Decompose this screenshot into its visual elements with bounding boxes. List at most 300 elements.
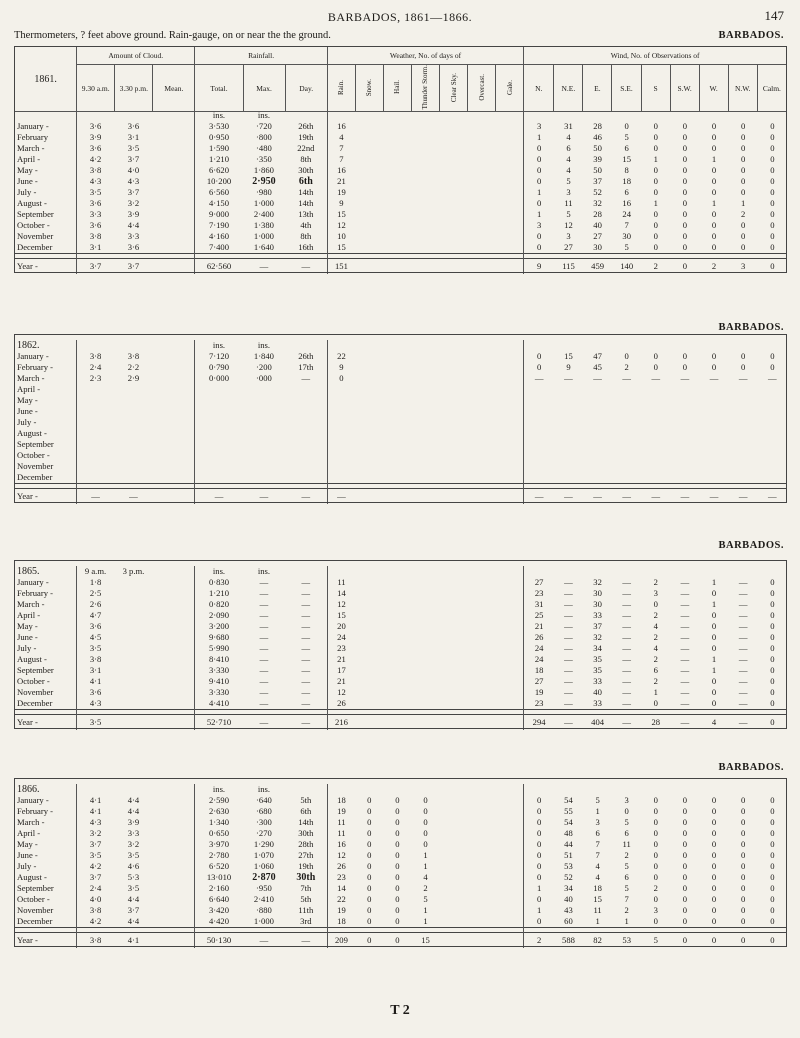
table-cell: 1·000 [253,231,274,241]
table-cell: 0 [524,806,554,817]
month-label: Year - [14,715,76,731]
table-cell: 20 [327,621,355,632]
table-cell: 30 [593,588,602,598]
table-cell: — [301,599,311,609]
table-cell: 0 [711,905,717,915]
table-cell: 34 [564,883,573,893]
table-cell: 32 [593,577,602,587]
table-cell: 0 [395,883,400,893]
table-cell: 0 [770,795,775,805]
month-label: February - [17,588,54,598]
table-cell: — [259,632,269,642]
table-cell: 19 [327,905,355,916]
table-cell: 0 [740,220,746,230]
table-cell: 0 [423,817,428,827]
month-label: January - [17,795,49,805]
table-cell: 30 [593,599,602,609]
weather-group-heading: Weather, No. of days of [327,47,524,65]
table-cell: 1 [624,916,629,926]
table-cell: 40 [593,220,602,230]
table-cell: 48 [564,828,573,838]
table-frame [14,334,787,503]
table-cell: 0 [682,351,688,361]
table-cell: 0 [653,231,658,241]
table-cell: — [622,698,631,708]
table-cell: 1·210 [195,588,243,599]
table-cell: 0 [711,916,717,926]
month-label: March - [17,373,45,383]
table-cell: 1·860 [253,165,274,175]
table-cell: — [301,654,311,664]
unit-label: ins. [257,110,271,120]
table-cell: — [301,577,311,587]
table-cell: 0 [682,143,688,153]
table-cell: 0 [524,154,554,165]
table-cell: — [243,715,285,731]
table-cell: 4·0 [76,894,114,905]
table-cell: 24 [524,643,554,654]
month-label: August - [17,198,47,208]
table-cell: 0 [758,715,787,731]
table-cell: 0 [653,828,658,838]
table-cell: — [622,665,631,675]
table-cell: 0 [624,121,629,131]
table-cell: 2·5 [76,588,114,599]
table-cell: 0 [682,795,688,805]
table-cell: 0 [711,231,717,241]
month-label: May - [17,395,38,405]
table-cell: 32 [593,632,602,642]
table-cell: 0 [770,588,775,598]
table-cell: 0 [624,351,629,361]
table-cell: 0 [524,143,554,154]
table-cell: 0 [653,143,658,153]
table-cell: 0 [740,242,746,252]
table-cell: 404 [583,715,612,731]
table-cell: 24 [327,632,355,643]
table-cell: 0 [524,817,554,828]
table-cell: — [301,698,311,708]
table-cell: 0 [770,198,775,208]
table-cell: 5 [423,894,428,904]
table-cell: 0 [740,362,746,372]
table-cell: 3·7 [76,259,114,275]
month-label: March - [17,599,45,609]
table-cell: 5th [300,894,312,904]
table-cell: 0 [740,351,746,361]
table-cell: 0 [770,154,775,164]
table-cell: 30th [296,872,316,883]
table-cell: 0 [682,220,688,230]
table-cell: 3·1 [127,132,140,142]
table-cell: 27 [524,577,554,588]
table-cell: 3·420 [195,905,243,916]
table-cell: 2·870 [252,872,276,883]
subtitle-row [0,30,800,44]
table-cell: ·950 [256,883,272,893]
table-cell: 15 [327,242,355,254]
table-cell: 0 [770,132,775,142]
table-cell: 11 [622,839,631,849]
table-cell: 0 [682,187,688,197]
table-cell: 15 [564,351,573,361]
table-cell: — [301,588,311,598]
table-cell: 34 [593,643,602,653]
table-cell: 3·5 [76,187,114,198]
table-cell: — [76,489,114,505]
table-cell: 3·5 [127,883,140,893]
table-cell: 7 [595,839,600,849]
col-weather-thunder: Thunder Storm. [411,65,439,112]
table-cell: 0·790 [195,362,243,373]
table-cell: 0 [653,209,658,219]
table-cell: 0 [770,351,775,361]
table-cell: — [524,489,554,505]
table-cell: 31 [524,599,554,610]
col-cloud-pm: 3.30 p.m. [115,65,153,112]
month-label: October - [17,894,50,904]
table-cell: 1 [653,154,658,164]
table-cell: 4·7 [76,610,114,621]
table-cell: 0 [770,654,775,664]
table-cell: 52 [564,872,573,882]
table-cell: 1 [423,905,428,915]
table-cell: 0 [711,209,717,219]
unit-label: ins. [257,566,271,576]
table-cell: 0 [711,143,717,153]
section-label-1865: BARBADOS. [718,540,784,551]
table-cell: — [738,676,748,686]
table-cell: 2 [740,209,746,219]
table-cell: 0 [740,795,746,805]
table-cell: 7 [595,850,600,860]
table-cell: 24 [622,209,631,219]
table-cell: ·480 [256,143,272,153]
table-cell: 0 [770,362,775,372]
table-cell: 7 [624,220,629,230]
table-cell: — [680,373,690,383]
table-cell: 3·970 [195,839,243,850]
table-cell: 0 [367,894,372,904]
table-cell: 0 [670,259,699,275]
table-cell: 0 [423,795,428,805]
table-cell: — [564,676,573,686]
table-cell: 0 [740,121,746,131]
table-cell: 1·000 [253,916,274,926]
table-cell: 6 [595,828,600,838]
col-cloud-mean: Mean. [153,65,195,112]
month-label: April - [17,610,41,620]
table-cell: 0 [682,165,688,175]
table-cell: 3·9 [127,817,140,827]
table-cell: 3·5 [127,850,140,860]
table-cell: 5th [300,795,312,805]
table-cell: — [670,715,699,731]
table-cell: 12 [327,850,355,861]
table-cell: 0 [740,231,746,241]
table-cell: 0 [524,362,554,373]
table-cell: 27 [524,676,554,687]
table-cell: 50 [593,143,602,153]
table-cell: 0 [682,132,688,142]
table-cell: 0·820 [195,599,243,610]
table-frame [14,778,787,947]
table-cell: 0 [740,165,746,175]
table-cell: 5 [566,176,571,186]
table-cell: — [259,643,269,653]
col-weather-overcast: Overcast. [468,65,496,112]
table-cell: 8th [300,231,312,241]
table-cell: 0 [653,806,658,816]
table-cell: 2·780 [195,850,243,861]
table-cell: 7 [327,154,355,165]
rain-group-heading: Rainfall. [195,47,327,65]
month-label: June - [17,850,38,860]
table-cell: 12 [327,687,355,698]
table-cell: 0 [367,905,372,915]
table-cell: 3·330 [195,687,243,698]
month-label: November [17,461,54,471]
table-cell: 0 [729,933,758,949]
month-label: April - [17,154,41,164]
table-cell: 0 [758,933,787,949]
table-cell: 0 [395,905,400,915]
table-cell: 0 [770,599,775,609]
table-cell: — [738,588,748,598]
table-cell: — [524,373,554,384]
table-cell: — [554,489,583,505]
table-cell: 14 [327,883,355,894]
table-cell: 0 [327,373,355,384]
table-cell: 0 [711,220,717,230]
table-cell: 0 [770,209,775,219]
table-cell: — [680,643,690,653]
table-cell: 22 [327,351,355,362]
table-cell: 0 [711,894,717,904]
table-cell: 0 [653,916,658,926]
table-cell: 0 [711,351,717,361]
table-cell: — [768,373,777,383]
table-cell: — [622,676,631,686]
table-cell: — [564,577,573,587]
table-cell: — [680,632,690,642]
table-cell: 0 [740,132,746,142]
table-cell: 0 [682,817,688,827]
table-cell: 3·2 [127,198,140,208]
table-cell: 2 [641,259,670,275]
table-cell: 294 [524,715,554,731]
table-cell: 7·400 [195,242,243,254]
table-cell: 12 [327,220,355,231]
table-cell: 0 [740,806,746,816]
table-cell: 27 [564,242,573,252]
table-cell: ·800 [256,132,272,142]
table-cell: 30th [298,165,314,175]
table-cell: 30th [298,828,314,838]
table-cell: 3 [595,817,600,827]
table-cell: 0 [711,817,717,827]
table-cell: 11 [593,905,602,915]
table-cell: — [259,665,269,675]
table-cell: 18 [327,795,355,806]
table-cell: 2·590 [195,795,243,806]
table-cell: 0 [770,850,775,860]
table-cell: 6 [566,143,571,153]
table-cell: 0 [682,209,688,219]
table-cell: 3·2 [76,828,114,839]
table-cell: 0 [770,121,775,131]
table-cell: 0 [740,850,746,860]
table-cell: ·680 [256,806,272,816]
table-cell: — [680,676,690,686]
table-cell: 2 [624,850,629,860]
table-cell: — [301,687,311,697]
table-cell: — [680,654,690,664]
table-cell: 0 [524,894,554,905]
table-cell: ·350 [256,154,272,164]
table-cell: 0 [367,806,372,816]
table-cell: 8·410 [195,654,243,665]
table-cell: 0 [524,916,554,928]
table-cell: 4·3 [127,176,140,186]
table-cell: 3·6 [127,121,140,131]
table-cell: 0 [770,610,775,620]
table-cell: 53 [612,933,641,949]
table-cell: 4 [595,861,600,871]
table-cell: — [641,489,670,505]
table-cell: 26 [327,861,355,872]
table-cell: 115 [554,259,583,275]
table-cell: 3·9 [127,209,140,219]
table-cell: 1 [524,187,554,198]
table-cell: 3·5 [76,643,114,654]
table-cell: 0 [653,121,658,131]
month-label: January - [17,351,49,361]
table-cell: 5·990 [195,643,243,654]
table-cell: 1·640 [253,242,274,252]
col-rain-max: Max. [243,65,285,112]
wind-group-heading: Wind, No. of Observations of [524,47,787,65]
table-cell: 0 [653,817,658,827]
table-cell: 15 [622,154,631,164]
table-cell: — [738,643,748,653]
table-cell: 216 [327,715,355,731]
table-cell: 11 [327,577,355,588]
section-label-1862: BARBADOS. [718,322,784,333]
table-cell: 0 [770,665,775,675]
table-cell: 5 [624,817,629,827]
page-title: BARBADOS, 1861—1866. [327,10,473,24]
unit-label: ins. [195,566,243,577]
table-cell: 0 [770,894,775,904]
table-cell: 0 [711,588,717,598]
table-cell: 0 [524,850,554,861]
table-cell: 45 [593,362,602,372]
table-cell: 0 [770,916,775,926]
table-cell: 0 [711,187,717,197]
table-cell: 0 [682,894,688,904]
col-weather-rain: Rain. [327,65,355,112]
table-cell: 3·8 [76,165,114,176]
table-cell: 4·420 [195,916,243,928]
table-cell: 1·000 [253,198,274,208]
table-cell: 5·3 [127,872,140,882]
table-cell: 0 [682,850,688,860]
table-cell: — [738,632,748,642]
table-frame [14,46,787,273]
table-cell: 0 [770,806,775,816]
table-cell: 3·5 [76,715,114,731]
table-cell: 8th [300,154,312,164]
table-cell: 21 [327,676,355,687]
table-cell: 0 [395,839,400,849]
table-cell: — [738,621,748,631]
table-cell: 0 [653,861,658,871]
table-cell: 0 [770,176,775,186]
table-cell: 1 [711,654,717,664]
table-cell: — [285,259,327,275]
table-cell: 0 [740,861,746,871]
table-cell: 0 [740,894,746,904]
table-cell: 0 [770,817,775,827]
table-cell: — [301,621,311,631]
month-label: July - [17,187,37,197]
table-cell: — [327,489,355,505]
table-cell: 0 [395,916,400,926]
table-cell: ·880 [256,905,272,915]
table-cell: 0 [770,242,775,252]
year-heading: 1861. [15,47,77,112]
table-cell: 0 [682,806,688,816]
table-cell: 16 [327,165,355,176]
table-cell: 0·830 [195,577,243,588]
table-cell: 1 [423,916,428,926]
month-label: February - [17,362,54,372]
table-cell: 9·680 [195,632,243,643]
table-cell: 4 [595,872,600,882]
table-cell: 0 [682,121,688,131]
table-cell: 151 [327,259,355,275]
table-cell: — [564,610,573,620]
table-cell: 40 [564,894,573,904]
table-cell: 4·3 [76,817,114,828]
table-cell: — [564,654,573,664]
table-cell: 3·8 [76,933,114,949]
table-cell: 1·070 [253,850,274,860]
table-cell: — [259,687,269,697]
table-cell: 4·150 [195,198,243,209]
table-cell: 0 [682,883,688,893]
table-cell: 28 [593,209,602,219]
table-cell: 23 [524,698,554,710]
col-wind-w: W. [699,65,728,112]
table-cell: 1 [711,599,717,609]
table-cell: 0 [711,362,717,372]
table-cell: 5 [595,795,600,805]
table-cell: 2 [699,259,728,275]
table-cell: — [564,665,573,675]
col-weather-clear: Clear Sky. [439,65,467,112]
table-cell: — [301,643,311,653]
month-label: April - [17,384,41,394]
table-cell: 11 [564,198,573,208]
table-cell: 4th [300,220,312,230]
table-cell: 1 [524,132,554,143]
table-cell: 5 [624,242,629,252]
table-cell: 3 [524,220,554,231]
table-cell: — [583,489,612,505]
table-cell: 0 [524,351,554,362]
